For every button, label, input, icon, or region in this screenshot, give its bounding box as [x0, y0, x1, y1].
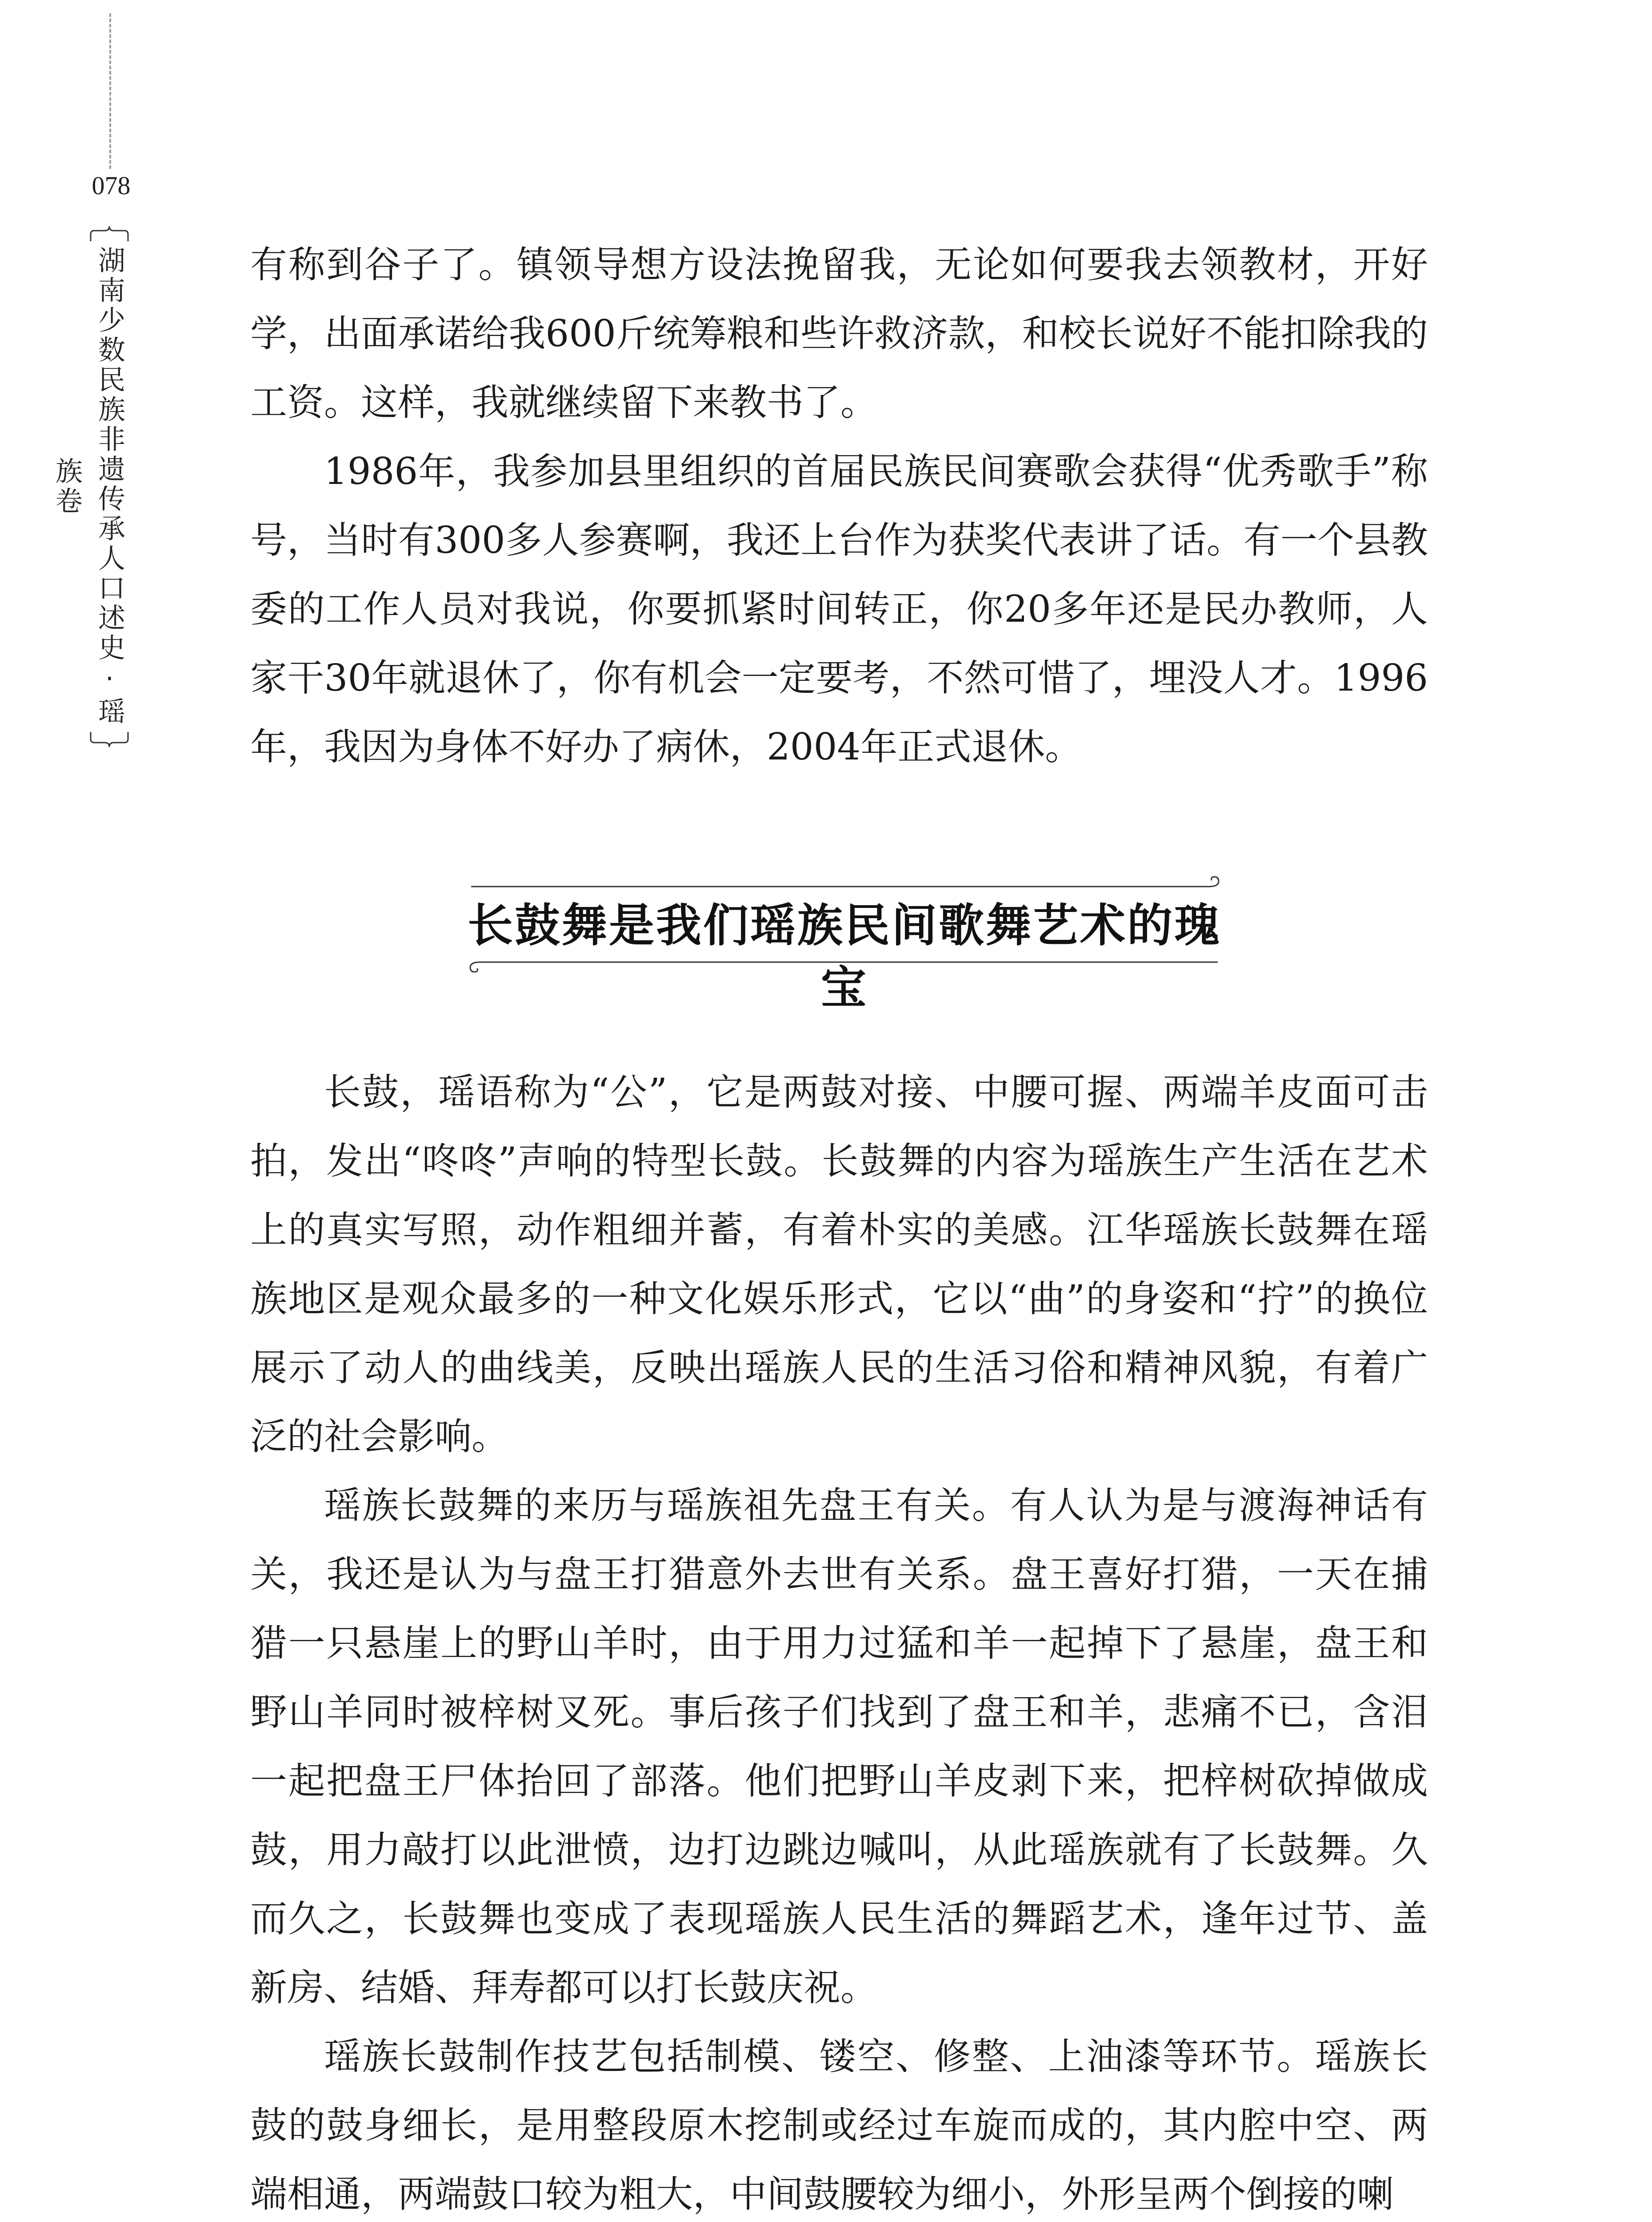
running-head-text: 湖南少数民族非遗传承人口述史·瑶族卷	[51, 246, 125, 727]
running-head	[51, 224, 131, 749]
body-text-before-section	[250, 230, 1428, 781]
margin-dashed-rule	[109, 13, 111, 169]
section-title: 长鼓舞是我们瑶族民间歌舞艺术的瑰宝	[468, 899, 1221, 1015]
running-head-bracket-bottom	[88, 731, 131, 749]
section-heading	[462, 873, 1227, 1015]
paragraph: 瑶族长鼓舞的来历与瑶族祖先盘王有关。有人认为是与渡海神话有关，我还是认为与盘王打猎意外去世有关系。盘王喜好打猎，一天在捕猎一只悬崖上的野山羊时，由于用力过猛和羊一起掉下了悬崖，盘王和野山羊同时被梓树叉死。事后孩子们找到了盘王和羊，悲痛不已，含泪一起把盘王尸体抬回了部落。他们把野山羊皮剥下来，把梓树砍掉做成鼓，用力敲打以此泄愤，边打边跳边喊叫，从此瑶族就有了长鼓舞。久而久之，长鼓舞也变成了表现瑶族人民生活的舞蹈艺术，逢年过节、盖新房、结婚、拜寿都可以打长鼓庆祝。	[250, 1484, 1428, 2009]
paragraph: 长鼓，瑶语称为“公”，它是两鼓对接、中腰可握、两端羊皮面可击拍，发出“咚咚”声响的特型长鼓。长鼓舞的内容为瑶族生产生活在艺术上的真实写照，动作粗细并蓄，有着朴实的美感。江华瑶族长鼓舞在瑶族地区是观众最多的一种文化娱乐形式，它以“曲”的身姿和“拧”的换位展示了动人的曲线美，反映出瑶族人民的生活习俗和精神风貌，有着广泛的社会影响。	[250, 1071, 1428, 1458]
body-text-after-section	[250, 1058, 1428, 2222]
running-head-bracket-top	[88, 224, 131, 242]
page-number: 078	[92, 171, 131, 200]
paragraph: 1986年，我参加县里组织的首届民族民间赛歌会获得“优秀歌手”称号，当时有300多人参赛啊，我还上台作为获奖代表讲了话。有一个县教委的工作人员对我说，你要抓紧时间转正，你20多年还是民办教师，人家干30年就退休了，你有机会一定要考，不然可惜了，埋没人才。1996年，我因为身体不好办了病休，2004年正式退休。	[250, 450, 1428, 768]
paragraph: 瑶族长鼓制作技艺包括制模、镂空、修整、上油漆等环节。瑶族长鼓的鼓身细长，是用整段原木挖制或经过车旋而成的，其内腔中空、两端相通，两端鼓口较为粗大，中间鼓腰较为细小，外形呈两个倒接的喇	[250, 2035, 1428, 2216]
paragraph-continued: 有称到谷子了。镇领导想方设法挽留我，无论如何要我去领教材，开好学，出面承诺给我600斤统筹粮和些许救济款，和校长说好不能扣除我的工资。这样，我就继续留下来教书了。	[250, 243, 1428, 424]
